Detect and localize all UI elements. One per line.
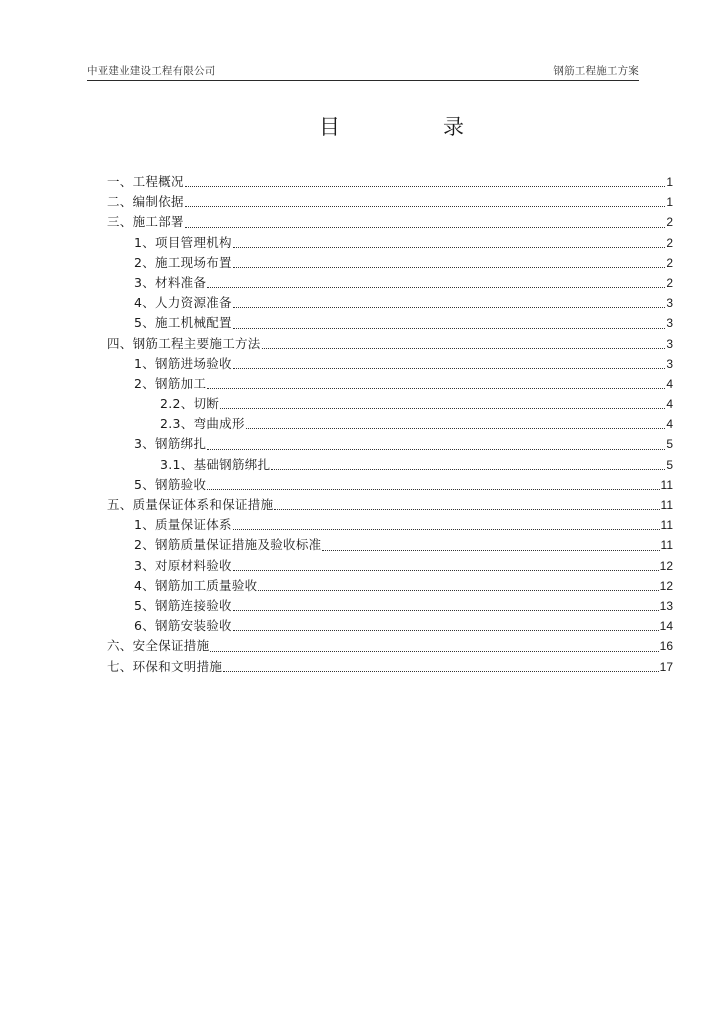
toc-entry-page-number: 4 [666,376,673,391]
toc-leader-dots [233,266,665,268]
toc-leader-dots [233,569,659,571]
toc-heading [0,112,724,142]
toc-entry[interactable] [107,192,673,212]
toc-entry[interactable] [107,233,673,253]
toc-entry[interactable] [107,455,673,475]
toc-entry-title: 3、对原材料验收 [134,557,232,573]
toc-leader-dots [207,448,665,450]
toc-leader-dots [233,367,665,369]
toc-entry-title: 3.1、基础钢筋绑扎 [160,456,271,472]
toc-entry[interactable] [107,596,673,616]
toc-entry[interactable] [107,636,673,656]
toc-leader-dots [185,226,666,228]
toc-entry-title: 2.2、切断 [160,396,220,412]
toc-entry[interactable] [107,657,673,677]
header-company: 中亚建业建设工程有限公司 [87,65,216,77]
toc-entry-page-number: 2 [666,255,673,270]
toc-entry[interactable] [107,475,673,495]
table-of-contents [107,172,673,677]
toc-entry-title: 2.3、弯曲成形 [160,416,245,432]
toc-entry-title: 5、钢筋连接验收 [134,597,232,613]
toc-entry-title: 四、钢筋工程主要施工方法 [107,335,261,351]
toc-entry[interactable] [107,313,673,333]
toc-entry-page-number: 3 [666,336,673,351]
toc-entry-title: 4、人力资源准备 [134,295,232,311]
toc-leader-dots [210,650,658,652]
toc-entry-page-number: 14 [659,619,673,634]
toc-entry[interactable] [107,354,673,374]
toc-entry-page-number: 16 [659,639,673,654]
toc-leader-dots [185,205,666,207]
toc-entry-title: 6、钢筋安装验收 [134,618,232,634]
toc-entry-page-number: 11 [660,498,673,512]
toc-leader-dots [220,407,665,409]
toc-entry-title: 七、环保和文明措施 [107,658,223,674]
toc-entry-page-number: 4 [666,417,673,432]
toc-entry-title: 1、钢筋进场验收 [134,355,232,371]
toc-entry[interactable] [107,535,673,555]
toc-entry-title: 2、施工现场布置 [134,254,232,270]
toc-entry-title: 1、质量保证体系 [134,517,232,533]
toc-entry-page-number: 12 [659,578,673,593]
toc-entry-page-number: 3 [666,296,673,311]
toc-entry-title: 4、钢筋加工质量验收 [134,577,258,593]
header-document-title: 钢筋工程施工方案 [553,65,639,77]
toc-entry-title: 六、安全保证措施 [107,638,210,654]
toc-entry-title: 2、钢筋加工 [134,375,207,391]
toc-leader-dots [258,589,658,591]
toc-entry-page-number: 2 [666,215,673,230]
toc-entry-page-number: 11 [660,538,673,553]
toc-entry-title: 1、项目管理机构 [134,234,232,250]
toc-leader-dots [207,488,659,490]
toc-leader-dots [223,670,658,672]
toc-entry[interactable] [107,616,673,636]
toc-entry-page-number: 11 [660,518,673,533]
toc-entry[interactable] [107,434,673,454]
toc-entry-page-number: 17 [659,659,673,674]
toc-leader-dots [185,185,666,187]
toc-entry-page-number: 3 [666,316,673,331]
toc-entry[interactable] [107,273,673,293]
toc-heading-char-1: 目 [319,115,340,139]
toc-entry[interactable] [107,253,673,273]
toc-entry[interactable] [107,515,673,535]
toc-entry[interactable] [107,495,673,515]
toc-entry[interactable] [107,172,673,192]
toc-leader-dots [233,609,659,611]
toc-entry-page-number: 4 [666,397,673,412]
toc-entry-page-number: 2 [666,275,673,290]
toc-entry[interactable] [107,414,673,434]
toc-entry-page-number: 5 [666,457,673,472]
toc-entry-page-number: 13 [659,598,673,613]
toc-entry-page-number: 5 [666,437,673,452]
toc-leader-dots [233,629,659,631]
toc-entry[interactable] [107,212,673,232]
page-header [87,64,639,81]
toc-entry[interactable] [107,394,673,414]
toc-entry[interactable] [107,556,673,576]
toc-entry-page-number: 11 [660,477,673,492]
toc-leader-dots [233,306,665,308]
toc-entry-title: 3、材料准备 [134,274,207,290]
toc-leader-dots [233,528,660,530]
toc-entry-title: 3、钢筋绑扎 [134,436,207,452]
toc-leader-dots [274,508,659,510]
toc-entry-title: 一、工程概况 [107,174,184,189]
toc-leader-dots [207,387,665,389]
toc-entry-title: 二、编制依据 [107,194,184,210]
toc-entry[interactable] [107,374,673,394]
toc-entry-page-number: 1 [666,175,673,189]
toc-entry[interactable] [107,576,673,596]
toc-entry-page-number: 1 [666,195,673,210]
toc-entry-page-number: 2 [666,235,673,250]
toc-entry-page-number: 12 [659,558,673,573]
toc-entry-title: 5、钢筋验收 [134,476,207,492]
toc-leader-dots [233,246,665,248]
toc-leader-dots [271,468,665,470]
toc-entry-page-number: 3 [666,356,673,371]
toc-entry[interactable] [107,293,673,313]
toc-leader-dots [262,347,666,349]
toc-entry-title: 五、质量保证体系和保证措施 [107,497,274,512]
toc-entry-title: 5、施工机械配置 [134,315,232,331]
toc-entry-title: 2、钢筋质量保证措施及验收标准 [134,537,322,553]
toc-leader-dots [322,549,659,551]
toc-entry[interactable] [107,334,673,354]
toc-entry-title: 三、施工部署 [107,214,184,230]
toc-leader-dots [246,427,666,429]
toc-leader-dots [207,286,665,288]
toc-leader-dots [233,327,665,329]
toc-heading-char-2: 录 [443,115,464,139]
